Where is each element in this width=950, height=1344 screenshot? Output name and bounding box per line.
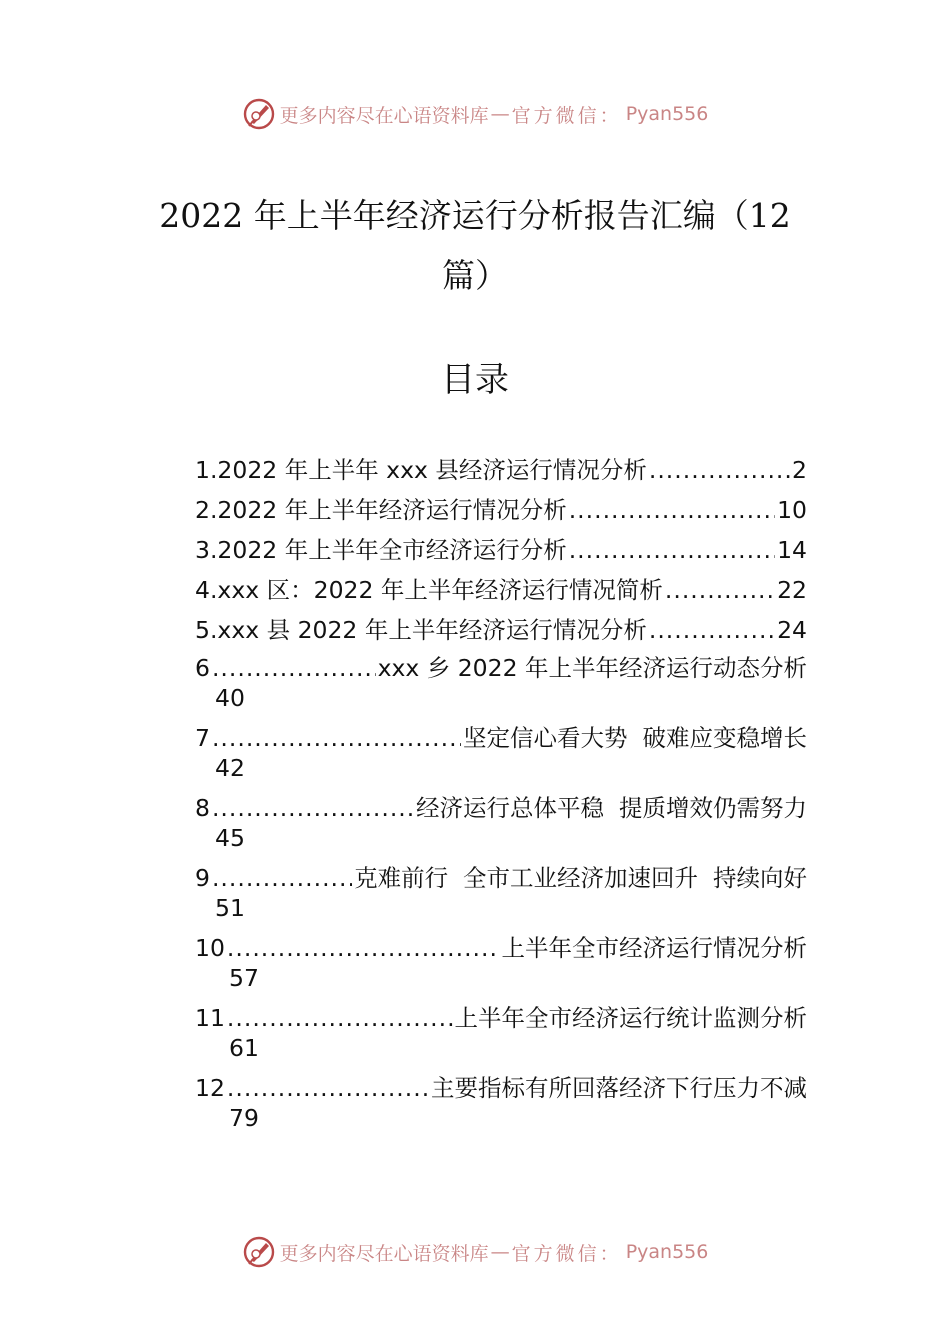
toc-leader [212, 793, 414, 823]
banner-dash: — [490, 103, 510, 125]
toc-entry-page: 79 [229, 1104, 259, 1132]
toc-leader [569, 533, 775, 567]
toc-entry-page: 24 [777, 616, 807, 644]
toc-leader [569, 493, 775, 527]
toc-leader [227, 1073, 429, 1103]
toc-entry[interactable] [195, 573, 807, 613]
toc-leader [212, 863, 352, 893]
toc-entry-number: 7 [195, 724, 210, 752]
toc-entry-text: 5.xxx 县 2022 年上半年经济运行情况分析 [195, 616, 647, 644]
banner-wechat-id: Pyan556 [625, 1241, 709, 1263]
toc-entry-text: 3.2022 年上半年全市经济运行分析 [195, 536, 567, 564]
toc-entry-text: 上半年全市经济运行情况分析 [501, 934, 807, 962]
toc-leader [665, 573, 775, 607]
toc-entry-page: 40 [215, 684, 245, 712]
toc-entry-number: 6 [195, 654, 210, 682]
banner-wechat-label: 官方微信： [511, 1242, 622, 1265]
toc-entry-text: 4.xxx 区：2022 年上半年经济运行情况简析 [195, 576, 663, 604]
title-line-2: 篇） [442, 256, 508, 295]
document-title [150, 186, 800, 306]
toc-entry-page: 42 [215, 754, 245, 782]
toc-entry[interactable] [195, 613, 807, 653]
toc-entry-text: 上半年全市经济运行统计监测分析 [454, 1004, 807, 1032]
watermark-banner-bottom [0, 1232, 950, 1272]
watermark-banner-top [0, 94, 950, 134]
toc-entry-text: 经济运行总体平稳 提质增效仍需努力 [416, 794, 807, 822]
toc-entry-text: 1.2022 年上半年 xxx 县经济运行情况分析 [195, 456, 647, 484]
toc-entry-page: 14 [777, 536, 807, 564]
toc-leader [227, 1003, 453, 1033]
toc-entry[interactable] [195, 653, 807, 723]
title-line-1: 2022 年上半年经济运行分析报告汇编（12 [159, 196, 791, 235]
quill-logo-icon [242, 1235, 276, 1269]
toc-leader [212, 723, 461, 753]
toc-entry-text: 2.2022 年上半年经济运行情况分析 [195, 496, 567, 524]
toc-entry[interactable] [195, 933, 807, 1003]
toc-entry[interactable] [195, 453, 807, 493]
toc-entry-page: 61 [229, 1034, 259, 1062]
toc-entry-number: 12 [195, 1074, 225, 1102]
toc-entry[interactable] [195, 493, 807, 533]
toc-entry-page: 2 [792, 456, 807, 484]
toc-entry-page: 22 [777, 576, 807, 604]
banner-brand: 更多内容尽在心语资料库 [279, 1242, 489, 1265]
quill-logo-icon [242, 97, 276, 131]
toc-entry-text: 主要指标有所回落经济下行压力不减 [431, 1074, 807, 1102]
banner-wechat-label: 官方微信： [511, 104, 622, 127]
toc-entry-page: 45 [215, 824, 245, 852]
banner-wechat-id: Pyan556 [625, 103, 709, 125]
toc-entry-page: 51 [215, 894, 245, 922]
toc-entry-text: 克难前行 全市工业经济加速回升 持续向好 [354, 864, 807, 892]
toc-entry[interactable] [195, 863, 807, 933]
toc-entry[interactable] [195, 1073, 807, 1143]
toc-entry[interactable] [195, 533, 807, 573]
toc-entry-page: 10 [777, 496, 807, 524]
toc-entry-text: xxx 乡 2022 年上半年经济运行动态分析 [377, 654, 807, 682]
toc-entry[interactable] [195, 793, 807, 863]
toc-leader [227, 933, 500, 963]
toc-entry-number: 10 [195, 934, 225, 962]
toc-entry-text: 坚定信心看大势 破难应变稳增长 [463, 724, 807, 752]
toc-entry-number: 11 [195, 1004, 225, 1032]
toc-entry[interactable] [195, 1003, 807, 1073]
toc-entry-number: 9 [195, 864, 210, 892]
toc-entry[interactable] [195, 723, 807, 793]
toc-entry-number: 8 [195, 794, 210, 822]
toc-entry-page: 57 [229, 964, 259, 992]
toc-leader [649, 453, 790, 487]
banner-dash: — [490, 1241, 510, 1263]
toc-heading: 目录 [441, 360, 509, 400]
table-of-contents [195, 453, 807, 1143]
toc-leader [649, 613, 775, 647]
banner-brand: 更多内容尽在心语资料库 [279, 104, 489, 127]
toc-leader [212, 653, 376, 683]
